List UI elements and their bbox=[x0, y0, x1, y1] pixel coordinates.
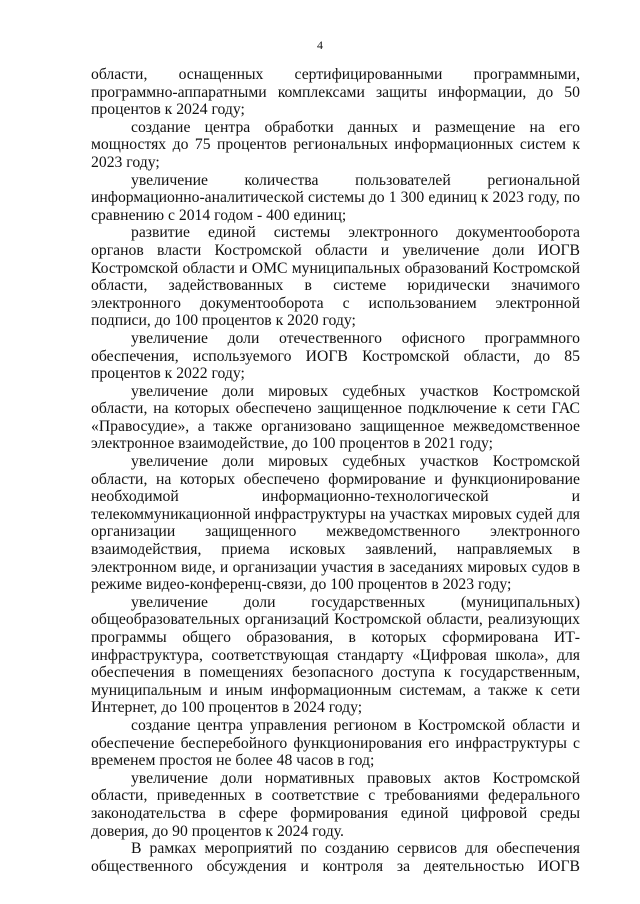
paragraph: развитие единой системы электронного документооборота органов власти Костромской области и увеличение доли ИОГВ Костромской области и ОМС муниципальных образований Костромской области, задействованных в системе юридически значимого электронного документооборота с использованием электронной подписи, до 100 процентов к 2020 году; bbox=[91, 224, 580, 330]
paragraph: увеличение доли мировых судебных участков Костромской области, на которых обеспечено защищенное подключение к сети ГАС «Правосудие», а также организовано защищенное межведомственное электронное взаимодействие, до 100 процентов в 2021 году; bbox=[91, 382, 580, 453]
paragraph: области, оснащенных сертифицированными программными, программно-аппаратными комплексами защиты информации, до 50 процентов к 2024 году; bbox=[91, 66, 580, 119]
paragraph: увеличение доли отечественного офисного программного обеспечения, используемого ИОГВ Костромской области, до 85 процентов к 2022 году; bbox=[91, 329, 580, 383]
paragraph: увеличение доли мировых судебных участков Костромской области, на которых обеспечено формирование и функционирование необходимой информационно-технологической и телекоммуникационной инфраструктуры на участках мировых судей для организации защищенного межведомственного электронного взаимодействия, приема исковых заявлений, направляемых в электронном виде, и организации участия в заседаниях мировых судов в режиме видео-конференц-связи, до 100 процентов в 2023 году; bbox=[91, 453, 580, 594]
page-number: 4 bbox=[317, 38, 323, 52]
paragraph: создание центра обработки данных и размещение на его мощностях до 75 процентов региональных информационных систем к 2023 году; bbox=[91, 118, 580, 171]
paragraph: В рамках мероприятий по созданию сервисов для обеспечения общественного обсуждения и контроля за деятельностью ИОГВ bbox=[91, 840, 580, 875]
paragraph: увеличение количества пользователей региональной информационно-аналитической системы до 1 300 единиц к 2023 году, по сравнению с 2014 годом - 400 единиц; bbox=[91, 171, 580, 224]
document-body bbox=[91, 66, 580, 875]
paragraph: создание центра управления регионом в Костромской области и обеспечение бесперебойного функционирования его инфраструктуры с временем простоя не более 48 часов в год; bbox=[91, 716, 580, 770]
paragraph: увеличение доли государственных (муниципальных) общеобразовательных организаций Костромской области, реализующих программы общего образования, в которых сформирована ИТ-инфраструктура, соответствующая стандарту «Цифровая школа», для обеспечения в помещениях безопасного доступа к государственным, муниципальным и иным информационным системам, а также к сети Интернет, до 100 процентов в 2024 году; bbox=[91, 593, 580, 717]
paragraph: увеличение доли нормативных правовых актов Костромской области, приведенных в соответствие с требованиями федерального законодательства в сфере формирования единой цифровой среды доверия, до 90 процентов к 2024 году. bbox=[91, 769, 580, 840]
